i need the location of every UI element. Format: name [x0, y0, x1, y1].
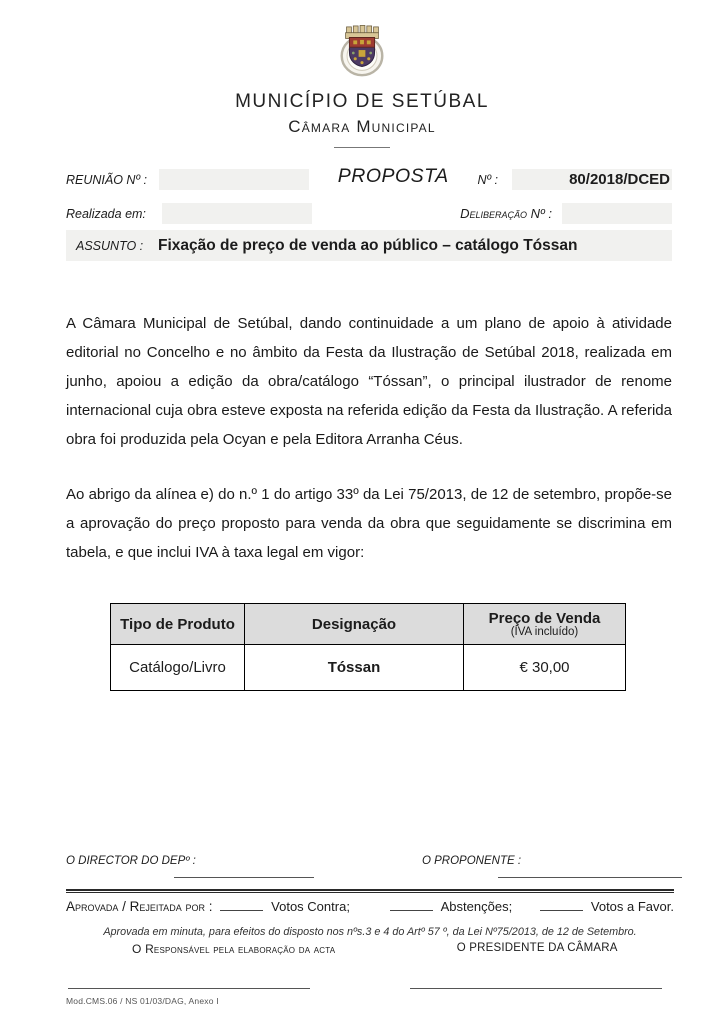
reuniao-field	[159, 169, 309, 190]
votos-contra-blank	[220, 899, 263, 911]
header-preco-title: Preço de Venda	[488, 610, 601, 627]
proposta-title: PROPOSTA	[337, 165, 449, 187]
body-paragraph-2: Ao abrigo da alínea e) do n.º 1 do artigo 33º da Lei 75/2013, de 12 de setembro, propõe-se a aprovação do preço proposto para venda da obra que seguidamente se discrimina em tabela, e que inclui IVA à taxa legal em vigor:	[66, 486, 672, 561]
votos-contra-label: Votos Contra;	[271, 899, 350, 914]
assunto-label: ASSUNTO :	[76, 238, 144, 253]
reuniao-label: REUNIÃO Nº :	[66, 172, 147, 187]
realizada-field	[162, 203, 312, 224]
realizada-group	[66, 203, 312, 224]
realizada-label: Realizada em:	[66, 206, 146, 221]
director-label: O DIRECTOR DO DEPº :	[66, 855, 196, 867]
cell-designacao: Tóssan	[245, 645, 464, 691]
director-signature-line	[174, 877, 314, 878]
minuta-note: Aprovada em minuta, para efeitos do disposto nos nºs.3 e 4 do Artº 57 º, da Lei Nº75/2013, de 12 de Setembro.	[103, 926, 637, 938]
abstencoes-blank	[390, 899, 433, 911]
deliberacao-field	[562, 203, 672, 224]
signature-row	[66, 851, 674, 883]
bottom-signature-lines	[66, 988, 674, 990]
document-body	[66, 309, 672, 567]
presidente-camara-label: O PRESIDENTE DA CÂMARA	[456, 942, 618, 954]
aprovada-rejeitada-label: Aprovada / Rejeitada por :	[66, 899, 213, 914]
footer-double-rule	[66, 889, 674, 893]
form-code: Mod.CMS.06 / NS 01/03/DAG, Anexo I	[66, 996, 219, 1006]
header-tipo-produto: Tipo de Produto	[111, 604, 245, 645]
meta-section	[66, 165, 672, 224]
department-subtitle: Câmara Municipal	[288, 117, 436, 136]
votos-favor-blank	[540, 899, 583, 911]
setubal-coat-of-arms-icon	[333, 67, 391, 84]
votos-favor-label: Votos a Favor.	[590, 899, 674, 914]
body-paragraph-1: A Câmara Municipal de Setúbal, dando continuidade a um plano de apoio à atividade editorial no Concelho e no âmbito da Festa da Ilustração de Setúbal 2018, realizada em junho, apoiou a edição da obra/catálogo “Tóssan”, o principal ilustrador de renome internacional cuja obra esteve exposta na referida edição da Festa da Ilustração. A referida obra foi produzida pela Ocyan e pela Editora Arranha Céus.	[66, 315, 672, 448]
numero-label: Nº :	[477, 172, 498, 187]
header-designacao: Designação	[245, 604, 464, 645]
proponente-label: O PROPONENTE :	[422, 855, 522, 867]
document-footer	[66, 851, 674, 1006]
meta-row-2	[66, 203, 672, 224]
responsavel-acta-label: O Responsável pela elaboração da acta	[132, 942, 336, 956]
municipality-title: MUNICÍPIO DE SETÚBAL	[235, 91, 489, 112]
abstencoes-label: Abstenções;	[440, 899, 513, 914]
presidente-signature-line	[410, 988, 662, 989]
price-table	[110, 603, 626, 691]
header-iva-note: (IVA incluído)	[510, 626, 579, 638]
cell-preco: € 30,00	[464, 645, 626, 691]
price-table-row	[111, 645, 626, 691]
responsavel-signature-line	[68, 988, 310, 989]
proponente-signature-line	[498, 877, 682, 878]
approval-row	[66, 899, 674, 914]
header-preco-venda	[464, 604, 626, 645]
proponente-signature-block	[370, 851, 674, 883]
header-crest	[66, 24, 658, 85]
assunto-value: Fixação de preço de venda ao público – catálogo Tóssan	[158, 236, 578, 254]
deliberacao-group	[460, 203, 672, 224]
assunto-bar	[66, 230, 672, 261]
header-divider	[334, 147, 390, 148]
deliberacao-label: Deliberação Nº :	[460, 206, 552, 221]
numero-field: 80/2018/DCED	[512, 169, 672, 190]
cell-tipo-produto: Catálogo/Livro	[111, 645, 245, 691]
meta-row-1	[66, 165, 672, 191]
price-table-header-row	[111, 604, 626, 645]
numero-group	[477, 169, 672, 190]
director-signature-block	[66, 851, 370, 883]
responsible-row	[66, 942, 674, 956]
